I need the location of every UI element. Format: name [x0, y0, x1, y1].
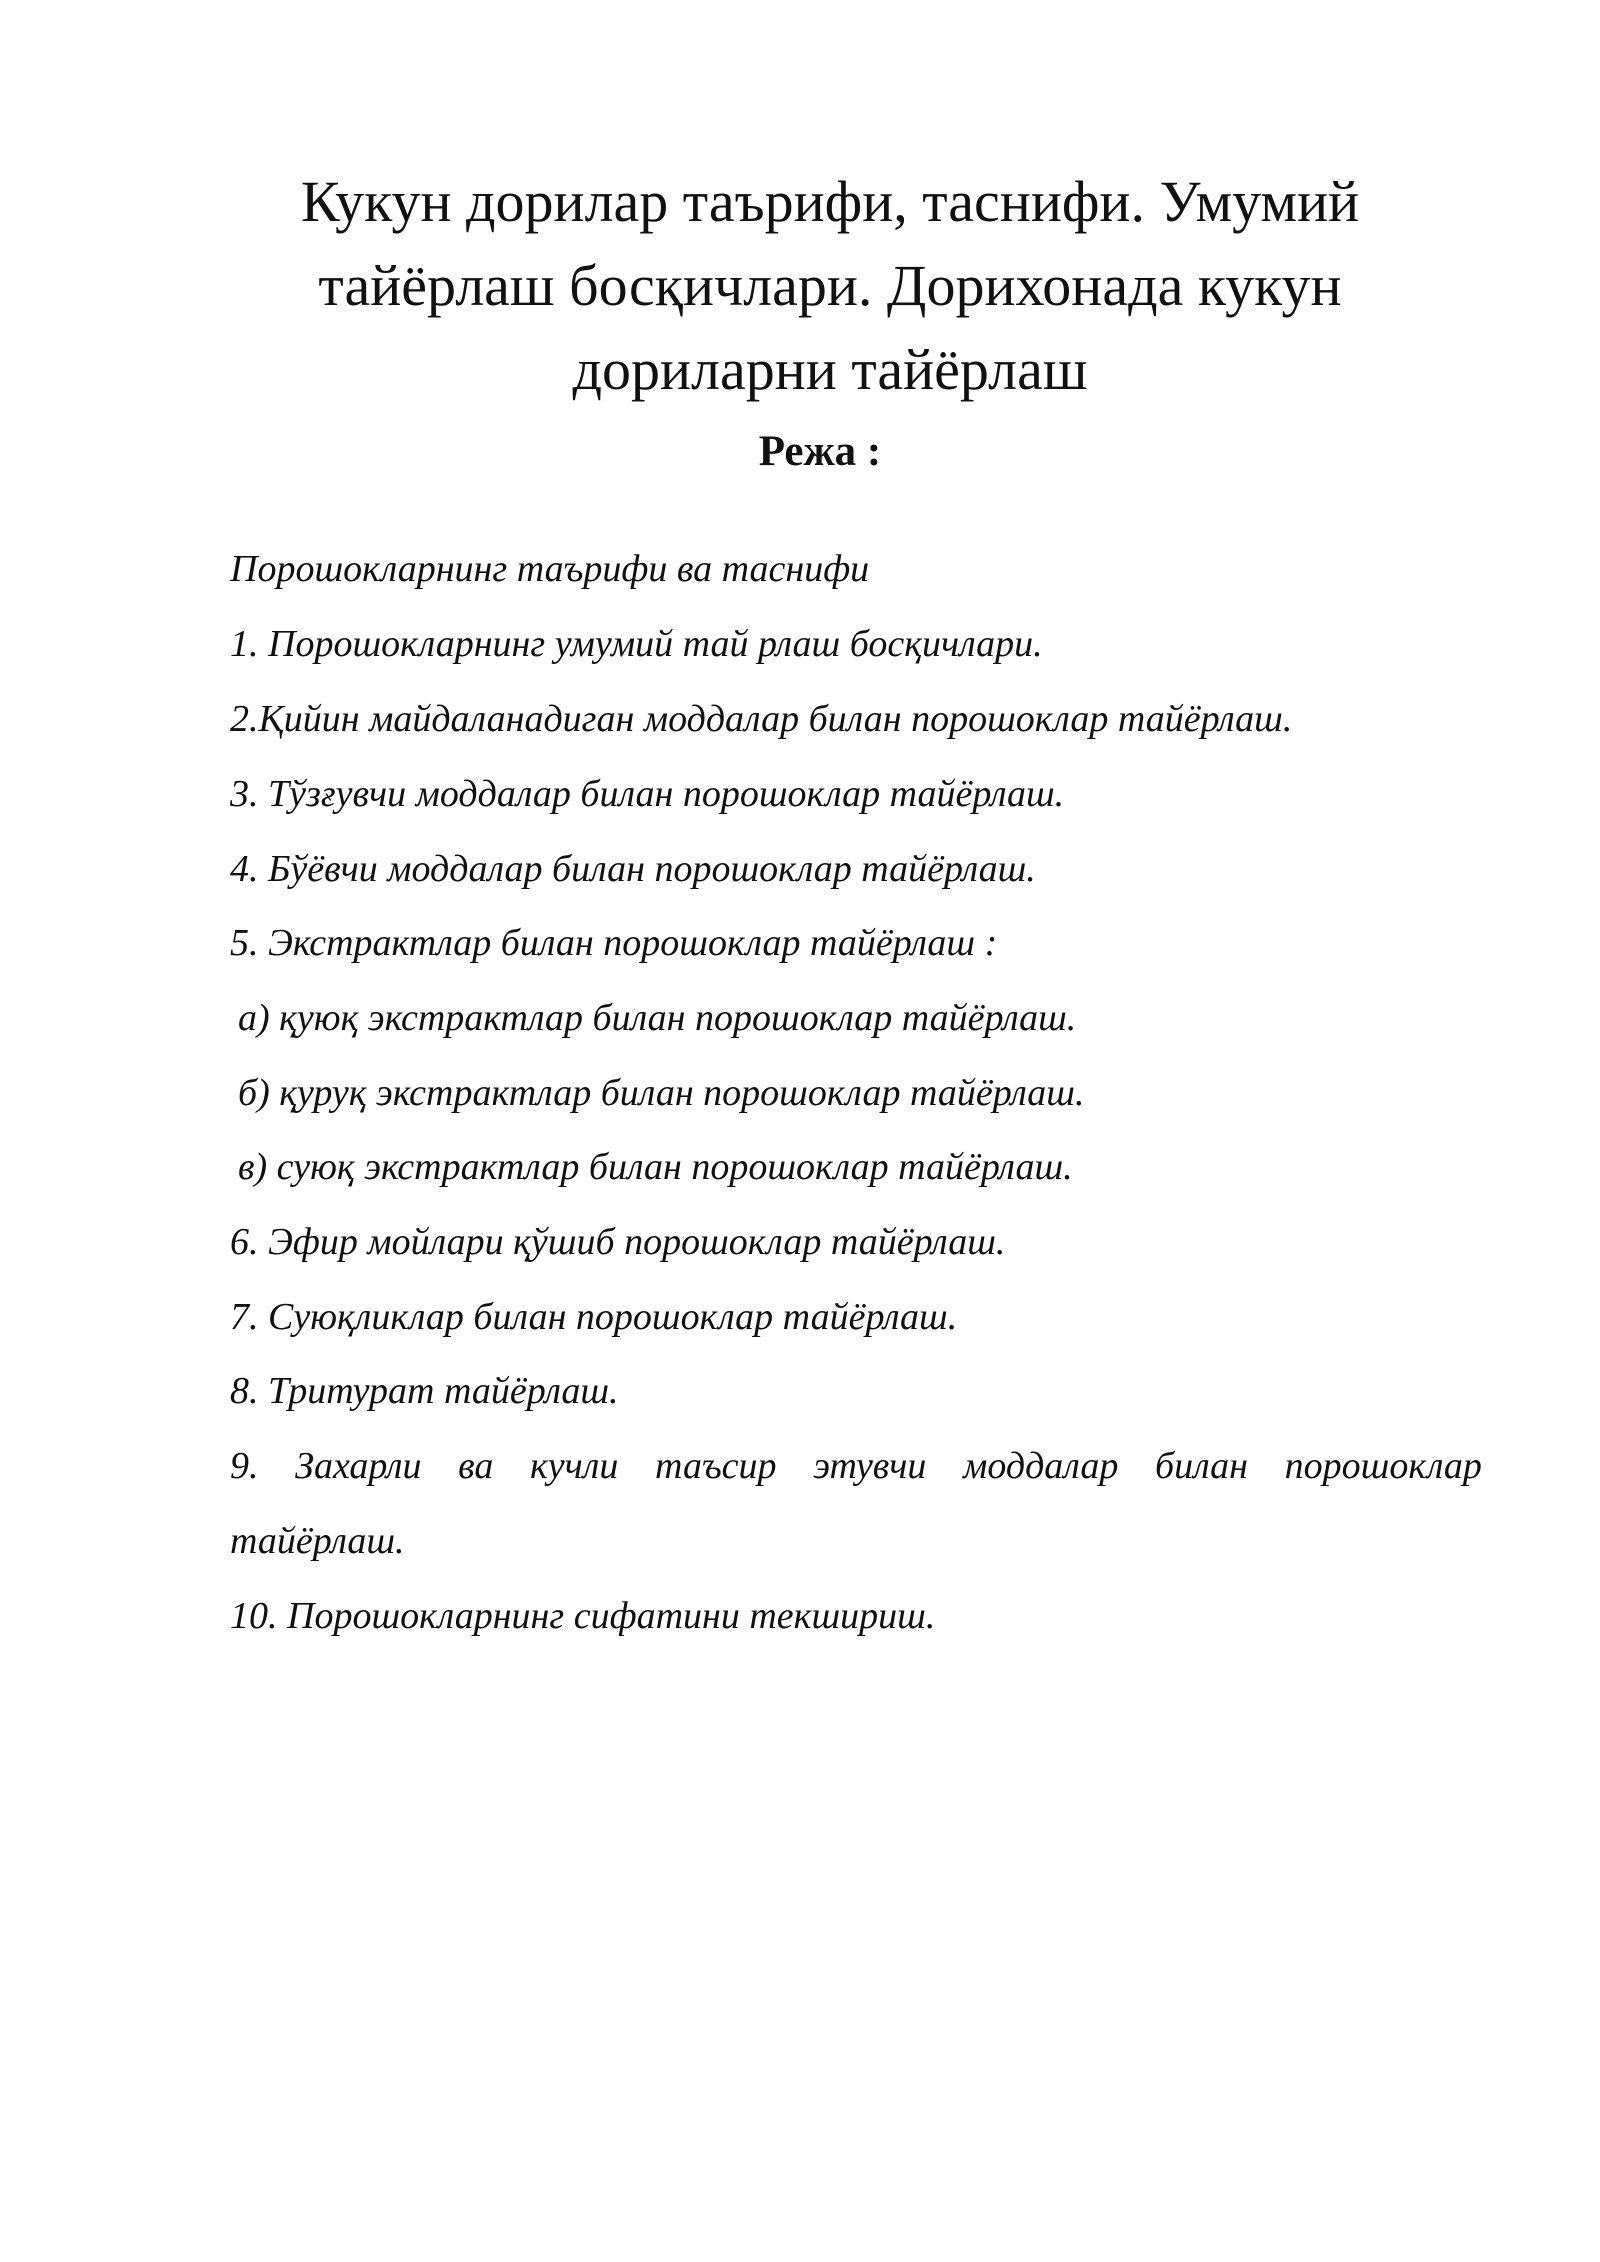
- plan-item-2: 2.Қийин майдаланадиган моддалар билан порошоклар тайёрлаш.: [230, 698, 1293, 740]
- plan-item-9-word: ва: [458, 1445, 494, 1487]
- plan-item-1: 1. Порошокларнинг умумий тай рлаш босқичлари.: [230, 623, 1043, 665]
- plan-item-4: 4. Бўёвчи моддалар билан порошоклар тайёрлаш.: [230, 848, 1036, 890]
- plan-item-5c: в) суюқ экстрактлар билан порошоклар тайёрлаш.: [238, 1146, 1073, 1188]
- plan-item-9-word: кучли: [530, 1445, 619, 1487]
- plan-item-9-word: этувчи: [813, 1445, 927, 1487]
- plan-item-8: 8. Тритурат тайёрлаш.: [230, 1370, 619, 1412]
- plan-intro: Порошокларнинг таърифи ва таснифи: [230, 548, 870, 590]
- plan-heading: Режа :: [758, 428, 882, 475]
- plan-item-9-word: билан: [1154, 1445, 1248, 1487]
- plan-item-3: 3. Тўзғувчи моддалар билан порошоклар тайёрлаш.: [230, 773, 1065, 815]
- plan-item-9-word: 9.: [230, 1445, 259, 1487]
- title-line-3: дориларни тайёрлаш: [572, 337, 1088, 402]
- title-line-1: Кукун дорилар таърифи, таснифи. Умумий: [300, 169, 1360, 234]
- plan-item-9-word: таъсир: [655, 1445, 777, 1487]
- plan-item-9-word: порошоклар: [1284, 1445, 1482, 1487]
- plan-item-7: 7. Суюқликлар билан порошоклар тайёрлаш.: [230, 1296, 958, 1338]
- plan-item-9-word: моддалар: [963, 1445, 1119, 1487]
- plan-item-9-continuation: тайёрлаш.: [230, 1520, 405, 1562]
- plan-item-5: 5. Экстрактлар билан порошоклар тайёрлаш :: [230, 922, 998, 964]
- plan-item-6: 6. Эфир мойлари қўшиб порошоклар тайёрлаш.: [230, 1221, 1006, 1263]
- plan-item-9-word: Захарли: [295, 1445, 422, 1487]
- plan-item-9: [230, 1442, 1482, 1490]
- document-title: [230, 160, 1430, 412]
- plan-item-10: 10. Порошокларнинг сифатини текшириш.: [230, 1595, 936, 1637]
- plan-item-5a: а) қуюқ экстрактлар билан порошоклар тайёрлаш.: [238, 997, 1077, 1039]
- title-line-2: тайёрлаш босқичлари. Дорихонада кукун: [318, 253, 1342, 318]
- plan-item-5b: б) қуруқ экстрактлар билан порошоклар тайёрлаш.: [238, 1072, 1085, 1114]
